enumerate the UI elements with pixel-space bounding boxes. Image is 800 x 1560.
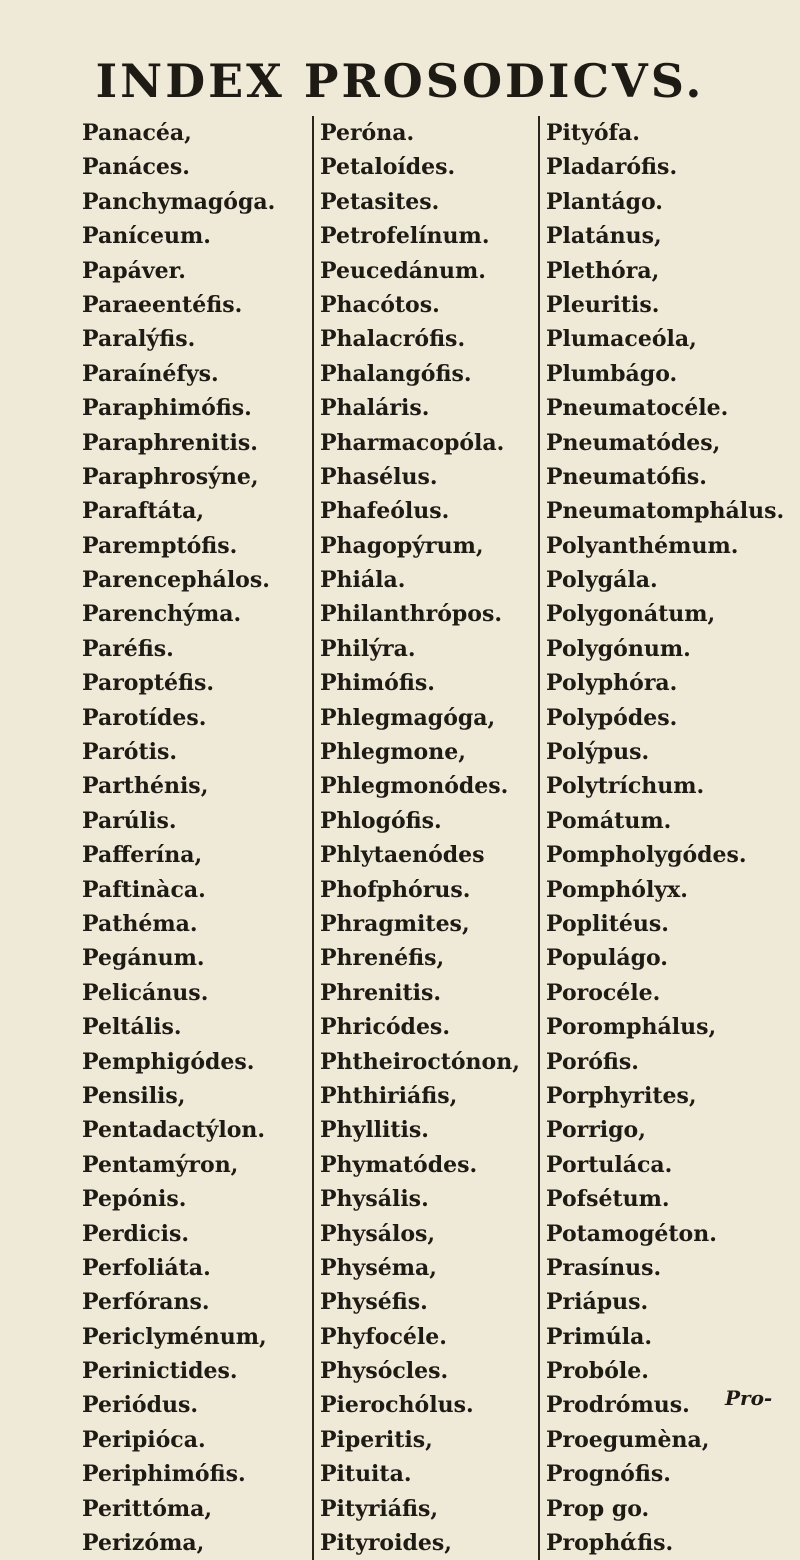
index-entry: Prasínus.: [546, 1254, 662, 1281]
index-entry: Parthénis,: [82, 773, 209, 800]
index-entry: Panchymagóga.: [82, 188, 276, 215]
index-entry: Phagopýrum,: [320, 532, 484, 559]
index-entry: Paraphrosýne,: [82, 463, 259, 490]
index-entry: Pityroides,: [320, 1530, 452, 1557]
index-entry: Physéfis.: [320, 1289, 428, 1316]
index-entry: Porófis.: [546, 1048, 639, 1075]
index-entry: Phafeólus.: [320, 498, 450, 525]
index-entry: Paremptófis.: [82, 532, 238, 559]
page-title: INDEX PROSODICVS.: [95, 54, 705, 108]
index-entry: Peripióca.: [82, 1426, 206, 1453]
index-entry: Polytríchum.: [546, 773, 705, 800]
index-entry: Pompholygódes.: [546, 842, 747, 869]
index-entry: Paroptéfis.: [82, 670, 215, 697]
index-entry: Porphyrites,: [546, 1082, 697, 1109]
index-entry: Phacótos.: [320, 291, 440, 318]
catchword: Pro-: [725, 1386, 773, 1410]
index-entry: Pofsétum.: [546, 1186, 670, 1213]
index-entry: Portuláca.: [546, 1151, 673, 1178]
index-entry: Piperitis,: [320, 1426, 433, 1453]
index-entry: Porrigo,: [546, 1117, 646, 1144]
index-column-2: [312, 116, 520, 1560]
index-entry: Proegumèna,: [546, 1426, 710, 1453]
index-column-3: [538, 116, 785, 1560]
index-entry: Prognófis.: [546, 1461, 671, 1488]
index-entry: Pityriáfis,: [320, 1495, 439, 1522]
index-entry: Papáver.: [82, 257, 186, 284]
index-entry: Pathéma.: [82, 910, 198, 937]
index-entry: Prophάfis.: [546, 1530, 674, 1557]
index-entry: Phtheiroctónon,: [320, 1048, 520, 1075]
index-entry: Poromphálus,: [546, 1014, 717, 1041]
index-entry: Panacéa,: [82, 120, 192, 146]
index-entry: Physálos,: [320, 1220, 436, 1247]
index-entry: Pentamýron,: [82, 1151, 239, 1178]
index-entry: Plantágo.: [546, 188, 663, 215]
index-entry: Pneumatófis.: [546, 463, 707, 490]
index-entry: Plumaceóla,: [546, 326, 697, 353]
index-entry: Polypódes.: [546, 704, 678, 731]
index-entry: Polygonátum,: [546, 601, 716, 628]
index-entry: Phiála.: [320, 567, 406, 594]
index-entry: Pensilis,: [82, 1082, 186, 1109]
index-entry: Platánus,: [546, 223, 662, 250]
index-entry: Pleuritis.: [546, 291, 660, 318]
index-entry: Potamogéton.: [546, 1220, 717, 1247]
index-entry: Parencephálos.: [82, 567, 270, 594]
index-entry: Pepónis.: [82, 1186, 187, 1213]
index-entry: Petrofelínum.: [320, 223, 490, 250]
index-entry: Philýra.: [320, 635, 416, 662]
index-entry: Perinictides.: [82, 1358, 238, 1385]
index-entry: Pomátum.: [546, 807, 672, 834]
index-entry: Polýpus.: [546, 739, 650, 766]
index-entry: Parúlis.: [82, 807, 177, 834]
index-entry: Parótis.: [82, 739, 178, 766]
index-entry: Peltális.: [82, 1014, 182, 1041]
index-entry: Parenchýma.: [82, 601, 242, 628]
index-entry: Paftinàca.: [82, 876, 206, 903]
index-entry: Polygála.: [546, 567, 658, 594]
index-entry: Phrenitis.: [320, 979, 442, 1006]
index-entry: Phlegmonódes.: [320, 773, 509, 800]
index-entry: Physéma,: [320, 1254, 437, 1281]
index-entry: Phlytaenódes: [320, 842, 485, 869]
index-entry: Primúla.: [546, 1323, 653, 1350]
index-entry: Pelicánus.: [82, 979, 209, 1006]
index-entry: Pneumatódes,: [546, 429, 721, 456]
index-entry: Pemphigódes.: [82, 1048, 255, 1075]
index-entry: Physócles.: [320, 1358, 449, 1385]
index-entry: Paraínéfys.: [82, 360, 219, 387]
index-entry: Plethóra,: [546, 257, 660, 284]
index-entry: Pladarófis.: [546, 154, 678, 181]
index-entry: Perittóma,: [82, 1495, 213, 1522]
index-entry: Phimófis.: [320, 670, 435, 697]
index-entry: Populágo.: [546, 945, 668, 972]
index-entry: Parotídes.: [82, 704, 207, 731]
index-entry: Phasélus.: [320, 463, 438, 490]
index-entry: Phrenéfis,: [320, 945, 445, 972]
index-entry: Phymatódes.: [320, 1151, 478, 1178]
index-entry: Petasites.: [320, 188, 440, 215]
index-entry: Paraeentéfis.: [82, 291, 243, 318]
index-entry: Paralýfis.: [82, 326, 196, 353]
index-entry: Perfórans.: [82, 1289, 210, 1316]
index-entry: Phalangófis.: [320, 360, 472, 387]
index-entry: Periódus.: [82, 1392, 198, 1419]
index-entry: Perizóma,: [82, 1530, 205, 1557]
index-entry: Pneumatocéle.: [546, 395, 729, 422]
index-entry: Phaláris.: [320, 395, 430, 422]
index-entry: Philanthrópos.: [320, 601, 503, 628]
index-entry: Physális.: [320, 1186, 429, 1213]
index-entry: Pegánum.: [82, 945, 205, 972]
index-entry: Polyanthémum.: [546, 532, 739, 559]
index-entry: Paraphimófis.: [82, 395, 252, 422]
index-entry: Pomphólyx.: [546, 876, 688, 903]
index-entry: Perdicis.: [82, 1220, 190, 1247]
index-entry: Pierochólus.: [320, 1392, 474, 1419]
index-entry: Phlegmone,: [320, 739, 466, 766]
index-entry: Poplitéus.: [546, 910, 669, 937]
index-entry: Polyphóra.: [546, 670, 678, 697]
index-entry: Porocéle.: [546, 979, 661, 1006]
index-entry: Phlegmagóga,: [320, 704, 496, 731]
index-entry: Phofphórus.: [320, 876, 471, 903]
index-entry: Paníceum.: [82, 223, 211, 250]
index-entry: Pharmacopóla.: [320, 429, 505, 456]
index-entry: Pneumatomphálus.: [546, 498, 785, 525]
index-entry: Periclyménum,: [82, 1323, 267, 1350]
index-entry: Prodrómus.: [546, 1392, 690, 1419]
index-entry: Phricódes.: [320, 1014, 450, 1041]
index-entry: Prop go.: [546, 1495, 650, 1522]
index-entry: Priápus.: [546, 1289, 649, 1316]
index-entry: Phalacrófis.: [320, 326, 466, 353]
index-entry: Phyllitis.: [320, 1117, 429, 1144]
index-entry: Peróna.: [320, 120, 415, 146]
index-entry: Pityófa.: [546, 120, 640, 146]
index-entry: Phlogófis.: [320, 807, 442, 834]
index-entry: Phthiriáfis,: [320, 1082, 458, 1109]
index-entry: Petaloídes.: [320, 154, 456, 181]
index-entry: Probóle.: [546, 1358, 649, 1385]
index-entry: Polygónum.: [546, 635, 691, 662]
index-entry: Paraphrenitis.: [82, 429, 258, 456]
index-entry: Phyfocéle.: [320, 1323, 447, 1350]
index-entry: Paraftáta,: [82, 498, 205, 525]
index-entry: Plumbágo.: [546, 360, 678, 387]
index-column-1: [82, 116, 297, 1560]
index-entry: Phragmites,: [320, 910, 470, 937]
index-entry: Peucedánum.: [320, 257, 486, 284]
index-entry: Pentadactýlon.: [82, 1117, 266, 1144]
index-entry: Perfoliáta.: [82, 1254, 211, 1281]
index-entry: Panáces.: [82, 154, 190, 181]
index-entry: Paréfis.: [82, 635, 174, 662]
index-entry: Pituita.: [320, 1461, 412, 1488]
index-entry: Pafferína,: [82, 842, 203, 869]
index-entry: Periphimófis.: [82, 1461, 246, 1488]
